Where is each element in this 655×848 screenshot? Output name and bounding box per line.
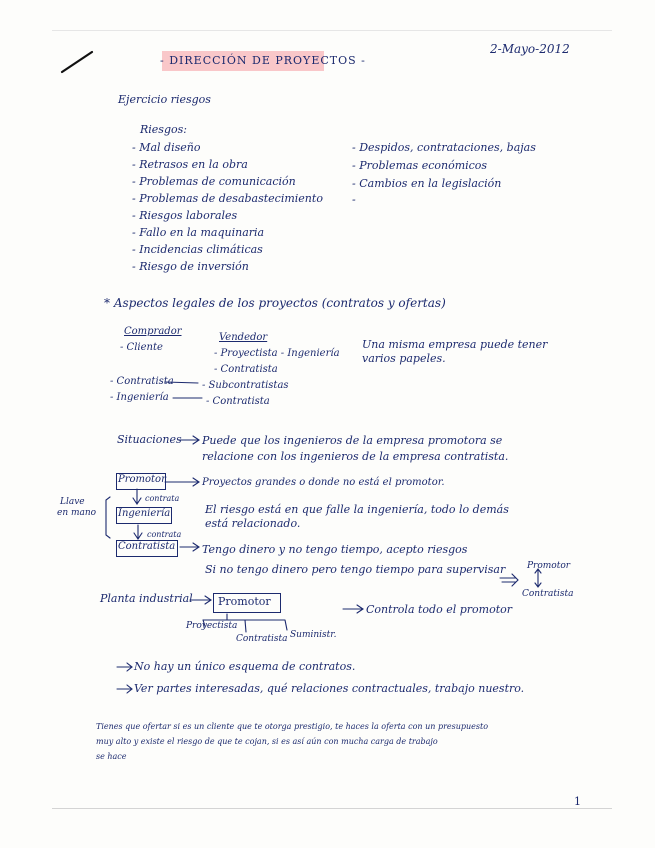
seller-item: - Subcontratistas — [202, 380, 289, 391]
plant-contratista: Contratista — [236, 634, 288, 644]
risk-item: - — [352, 193, 356, 206]
contratista-label: Contratista — [118, 541, 176, 552]
plant-promotor-label: Promotor — [218, 595, 271, 608]
plant-label: Planta industrial — [100, 592, 193, 605]
situations-line: Puede que los ingenieros de la empresa promotora se — [202, 434, 503, 447]
pen-mark — [62, 52, 92, 72]
planta-control-arrow — [343, 605, 363, 613]
buyer-header: Comprador — [124, 326, 182, 337]
small-contrata: contrata — [145, 494, 180, 503]
buyer-contractor: - Contratista — [110, 376, 174, 387]
risk-item: - Riesgo de inversión — [132, 260, 249, 273]
seller-item: - Contratista — [214, 364, 278, 375]
chain-note: Si no tengo dinero pero tengo tiempo para supervisar — [205, 563, 506, 576]
side-note-line: Llave — [60, 497, 85, 507]
risk-item: - Problemas de desabastecimiento — [132, 192, 323, 205]
small-contrata: contrata — [147, 530, 182, 539]
risk-item: - Mal diseño — [132, 141, 201, 154]
risk-item: - Despidos, contrataciones, bajas — [352, 141, 536, 154]
conclusion-line: Ver partes interesadas, qué relaciones contractuales, trabajo nuestro. — [134, 682, 525, 695]
chain-note: está relacionado. — [205, 517, 301, 530]
chain-arrow-1 — [133, 489, 141, 504]
page-title: - DIRECCIÓN DE PROYECTOS - — [160, 54, 366, 67]
seller-item: - Contratista — [206, 396, 270, 407]
footnote-line: Tienes que ofertar si es un cliente que te otorga prestigio, te haces la oferta con un presupuesto — [96, 722, 489, 731]
seller-item: - Proyectista - Ingeniería — [214, 348, 340, 359]
footnote-line: se hace — [96, 752, 127, 761]
plant-suministro: Suministr. — [290, 630, 337, 640]
risk-item: - Retrasos en la obra — [132, 158, 248, 171]
date: 2-Mayo-2012 — [490, 42, 570, 56]
chain-note: El riesgo está en que falle la ingeniería, todo lo demás — [205, 503, 509, 516]
conclusion-arrow-1 — [117, 663, 132, 671]
seller-header: Vendedor — [219, 332, 268, 343]
situations-line: relacione con los ingenieros de la empresa contratista. — [202, 450, 509, 463]
risk-item: - Cambios en la legislación — [352, 177, 502, 190]
legal-note-line: varios papeles. — [362, 352, 446, 365]
result-promotor: Promotor — [527, 561, 571, 571]
plant-note: Controla todo el promotor — [366, 603, 513, 616]
risk-item: - Problemas económicos — [352, 159, 488, 172]
conclusion-line: No hay un único esquema de contratos. — [134, 660, 356, 673]
legal-heading: * Aspectos legales de los proyectos (contratos y ofertas) — [104, 296, 446, 310]
chain-arrow-2 — [134, 525, 142, 539]
conclusion-arrow-2 — [117, 685, 132, 693]
plant-proyectista: Proyectista — [186, 621, 238, 631]
risks-label: Riesgos: — [140, 123, 187, 136]
contratista-tengo-arrow — [180, 543, 199, 551]
buyer-client: - Cliente — [120, 342, 163, 353]
ingenieria-label: Ingeniería — [118, 508, 171, 519]
exercise-heading: Ejercicio riesgos — [118, 93, 211, 106]
risk-item: - Incidencias climáticas — [132, 243, 263, 256]
footnote-line: muy alto y existe el riesgo de que te cojan, si es así aún con mucha carga de trabajo — [96, 737, 438, 746]
chain-note: Tengo dinero y no tengo tiempo, acepto riesgos — [202, 543, 468, 556]
side-bracket — [106, 497, 110, 538]
buyer-engineering: - Ingeniería — [110, 392, 169, 403]
legal-note-line: Una misma empresa puede tener — [362, 338, 548, 351]
promotor-proyectos-arrow — [165, 478, 199, 486]
result-contratista: Contratista — [522, 589, 574, 599]
promotor-label: Promotor — [118, 474, 166, 485]
page-number: 1 — [574, 795, 581, 808]
risk-item: - Riesgos laborales — [132, 209, 238, 222]
situations-label: Situaciones — [117, 433, 182, 446]
updown-arrow — [535, 569, 541, 587]
risk-item: - Problemas de comunicación — [132, 175, 296, 188]
risk-item: - Fallo en la maquinaria — [132, 226, 265, 239]
chain-note: Proyectos grandes o donde no está el promotor. — [202, 477, 445, 488]
planta-arrow — [190, 596, 211, 604]
side-note-line: en mano — [57, 508, 97, 518]
